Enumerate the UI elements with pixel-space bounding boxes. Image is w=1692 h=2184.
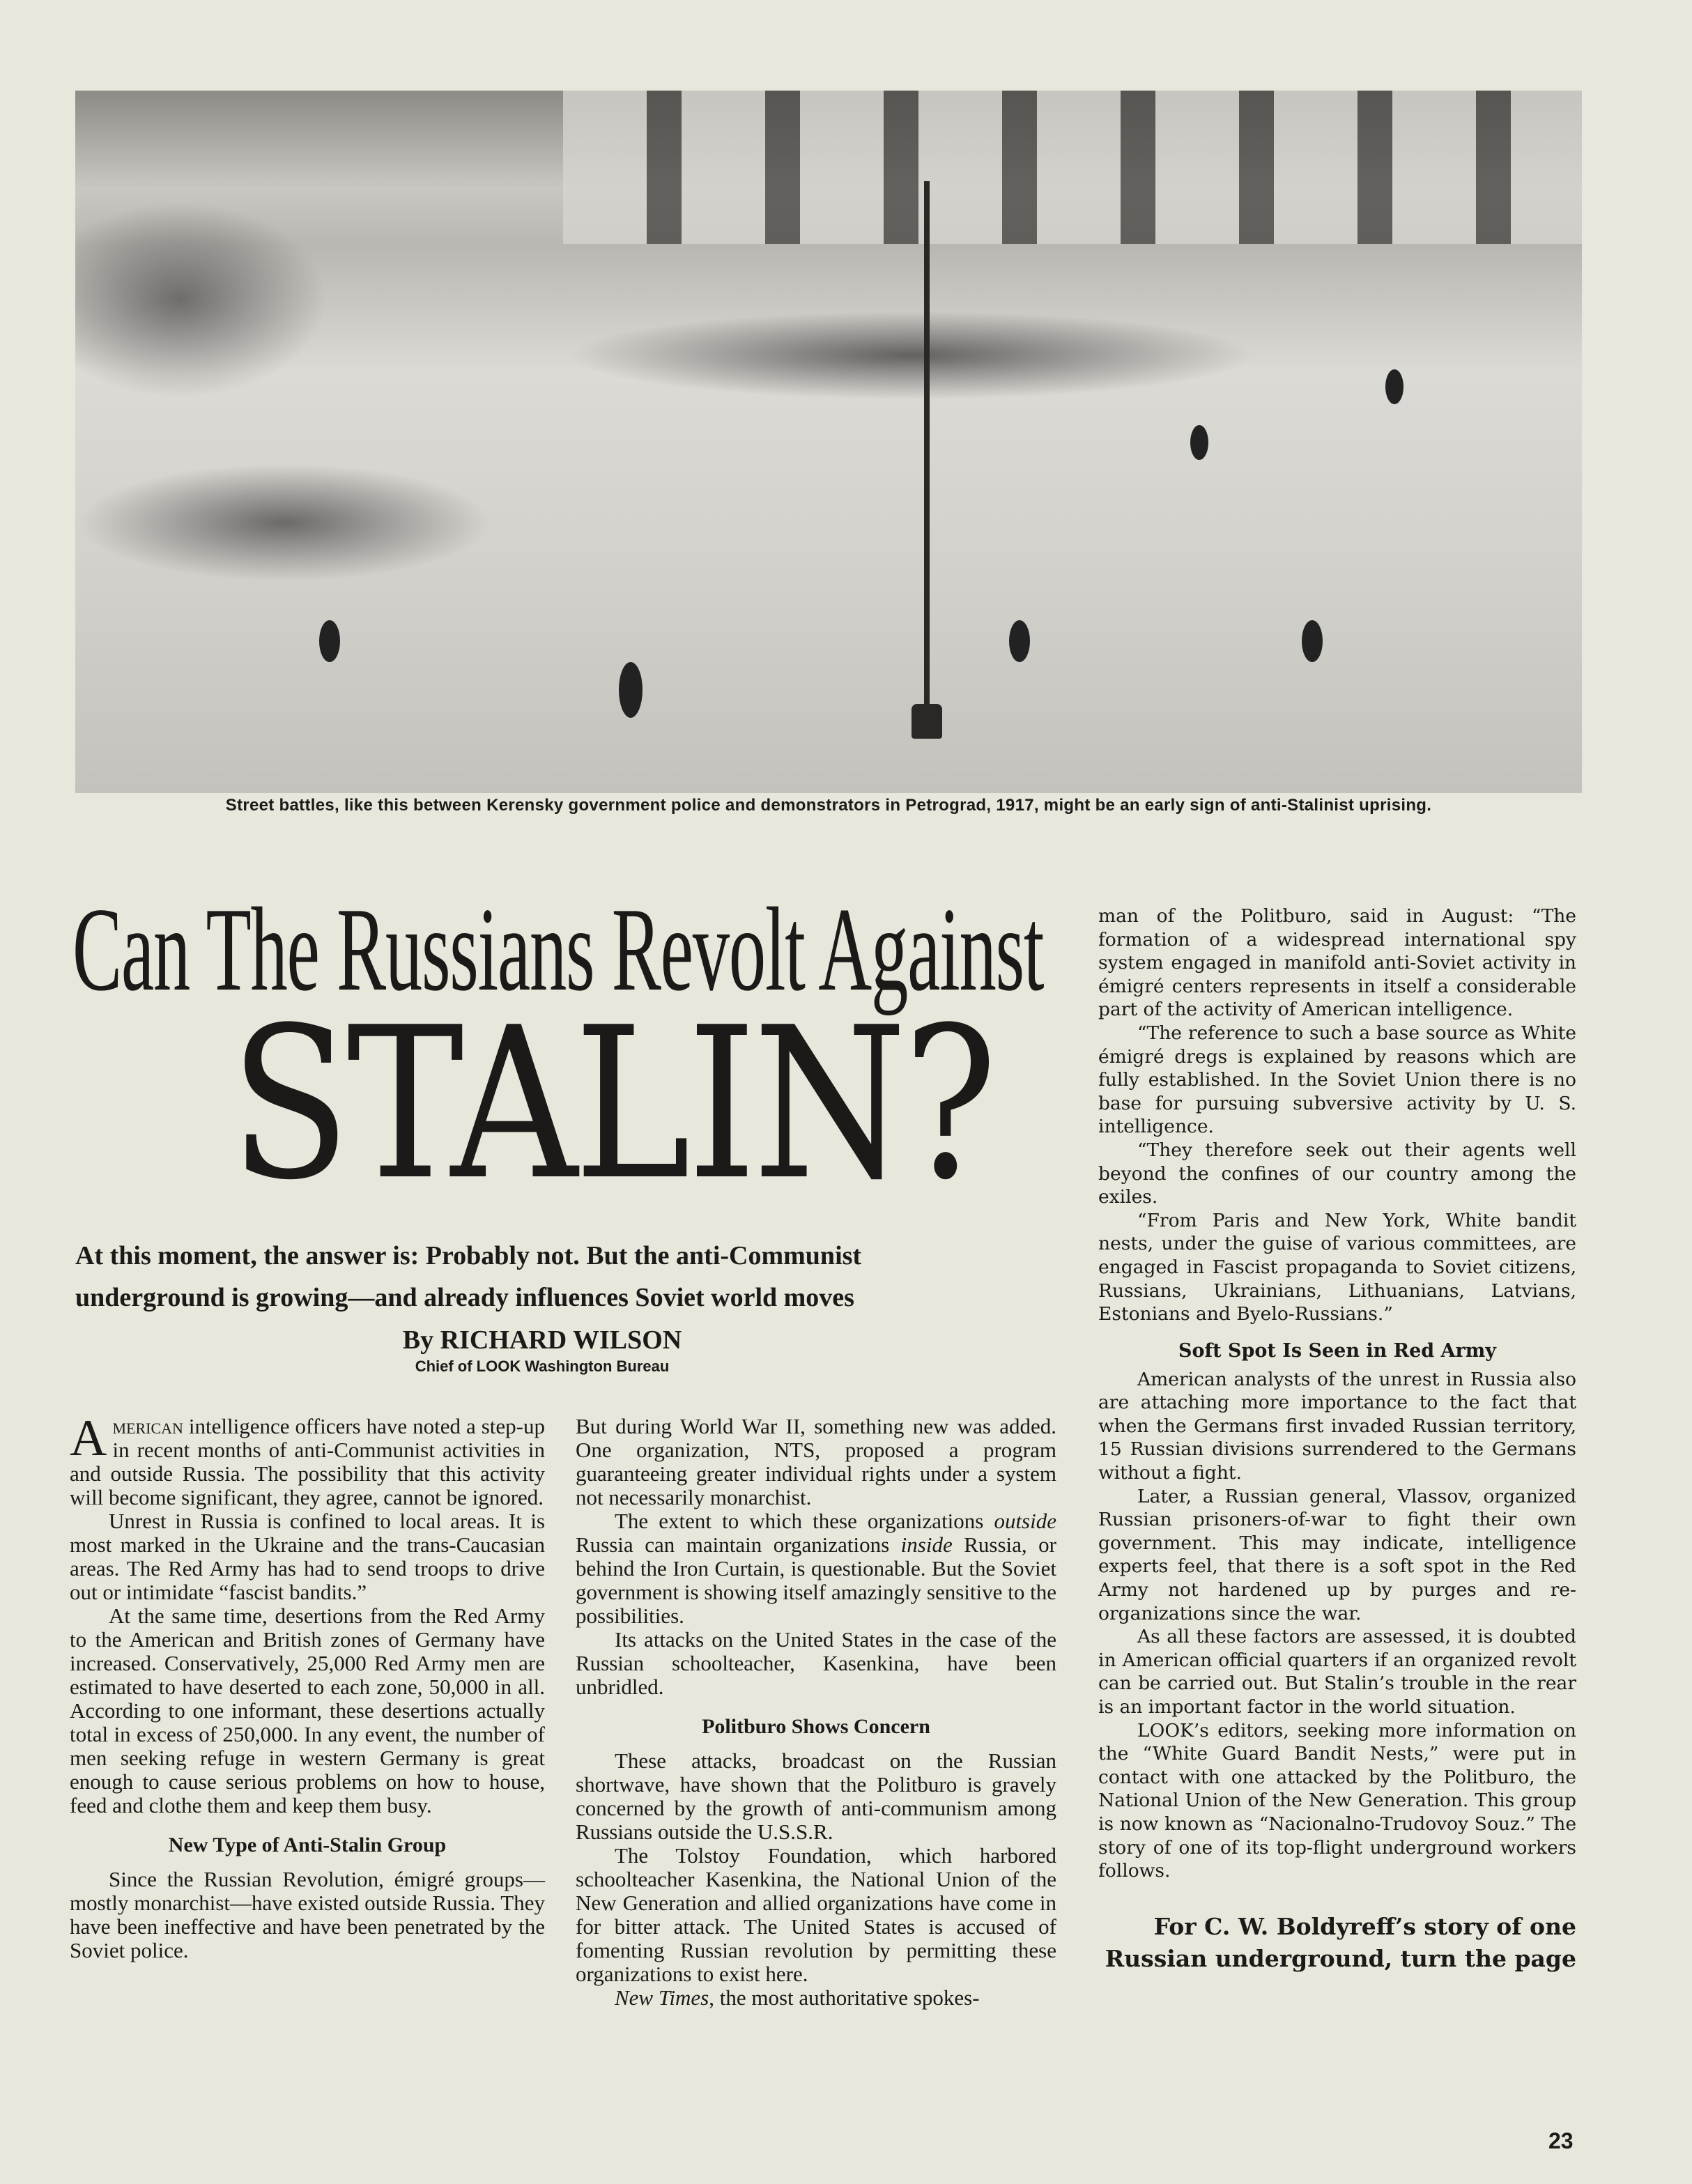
paragraph: “They therefore seek out their agents well beyond the confines of our country among the exiles. xyxy=(1098,1139,1576,1208)
emphasis: inside xyxy=(900,1532,953,1557)
street-battle-photo xyxy=(75,91,1582,793)
continuation-line: For C. W. Boldyreff’s story of one xyxy=(1153,1912,1576,1940)
figure xyxy=(1385,369,1403,404)
paragraph: Later, a Russian general, Vlassov, organized Russian prisoners-of-war to fight their own government. This may indicate, intelligence experts feel, that there is a soft spot in the Red Army not hardened up by purges and re-organizations since the war. xyxy=(1098,1485,1576,1624)
dek: At this moment, the answer is: Probably not. But the anti-Communist underground is growing—and already influences Soviet world moves xyxy=(75,1241,862,1312)
figure xyxy=(1190,425,1208,460)
subhead: Soft Spot Is Seen in Red Army xyxy=(1178,1339,1496,1362)
paragraph: Its attacks on the United States in the case of the Russian schoolteacher, Kasenkina, have been unbridled. xyxy=(576,1627,1056,1699)
headline-line1: Can The Russians Revolt Against xyxy=(72,884,1044,1016)
building-facade xyxy=(563,91,1582,244)
paragraph: man of the Politburo, said in August: “The formation of a widespread international spy system engaged in manifold anti-Soviet activity in émigré centers represents in itself a considerable part of the activity of American intelligence. xyxy=(1098,905,1576,1021)
emphasis: outside xyxy=(994,1509,1056,1533)
continuation-line: Russian underground, turn the page xyxy=(1105,1944,1576,1972)
smallcaps-lead: merican xyxy=(112,1414,183,1438)
paragraph: American analysts of the unrest in Russia also are attaching more importance to the fact that when the Germans first invaded Russian territory, 15 Russian divisions surrendered to the Germans without a fight. xyxy=(1098,1368,1576,1484)
figure xyxy=(319,620,340,662)
figure xyxy=(1302,620,1323,662)
paragraph-text: The extent to which these organizations xyxy=(615,1509,994,1533)
paragraph-text: Russia, or behind the Iron Curtain, is questionable. But the Soviet government is showing itself amazingly sensitive to the possibilities. xyxy=(576,1532,1057,1628)
drop-cap: A xyxy=(70,1410,107,1467)
subhead: New Type of Anti-Stalin Group xyxy=(168,1833,447,1856)
paragraph-text: Russia can maintain organizations xyxy=(576,1532,901,1557)
paragraph: At the same time, desertions from the Red Army to the American and British zones of Germany have increased. Conservatively, 25,000 Red Army men are estimated to have deserted to each zone, 50,000 in all. According to one informant, these desertions actually total in excess of 250,000. In any event, the number of men seeking refuge in western Germany is great enough to cause serious problems on how to house, feed and clothe them and keep them busy. xyxy=(70,1604,545,1817)
paragraph: The Tolstoy Foundation, which harbored schoolteacher Kasenkina, the National Union of the New Generation and allied organizations have come in for bitter attack. The United States is accused of fomenting Russian revolution by permitting these organizations to exist here. xyxy=(576,1843,1056,1986)
figure xyxy=(619,662,643,718)
photo-caption: Street battles, like this between Kerensky government police and demonstrators in Petrograd, 1917, might be an early sign of anti-Stalinist uprising. xyxy=(225,796,1432,815)
column-2 xyxy=(576,1415,1056,2010)
headline-line2: STALIN? xyxy=(230,983,994,1226)
continuation-note xyxy=(1098,1911,1576,1975)
column-1 xyxy=(70,1410,545,1962)
publication-name: New Times xyxy=(615,1985,709,2010)
byline xyxy=(75,1324,1009,1377)
paragraph: As all these factors are assessed, it is doubted in American official quarters if an organized revolt can be carried out. But Stalin’s trouble in the rear is an important factor in the world situation. xyxy=(1098,1626,1576,1718)
author-role: Chief of LOOK Washington Bureau xyxy=(415,1358,670,1375)
paragraph: But during World War II, something new was added. One organization, NTS, proposed a program guaranteeing greater individual rights under a system not necessarily monarchist. xyxy=(576,1414,1056,1509)
author-name: By RICHARD WILSON xyxy=(402,1325,682,1355)
figure xyxy=(1009,620,1030,662)
paragraph: LOOK’s editors, seeking more information on the “White Guard Bandit Nests,” were put in contact with one attacked by the Politburo, the National Union of the New Generation. This group is now known as “Nacionalno-Trudovoy Souz.” The story of one of its top-flight underground workers follows. xyxy=(1098,1719,1576,1882)
lamp-post-base xyxy=(912,704,942,739)
column-3 xyxy=(1098,905,1576,1975)
paragraph xyxy=(576,1986,1056,2010)
paragraph xyxy=(576,1509,1056,1628)
page-number: 23 xyxy=(1548,2128,1574,2153)
paragraph-text: , the most authoritative spokes- xyxy=(709,1985,980,2010)
paragraph xyxy=(70,1410,545,1509)
subhead: Politburo Shows Concern xyxy=(702,1715,930,1738)
paragraph: Since the Russian Revolution, émigré groups—mostly monarchist—have existed outside Russia. They have been ineffective and have been penetrated by the Soviet police. xyxy=(70,1867,545,1962)
paragraph: Unrest in Russia is confined to local areas. It is most marked in the Ukraine and the trans-Caucasian areas. The Red Army has had to send troops to drive out or intimidate “fascist bandits.” xyxy=(70,1509,545,1604)
paragraph: “The reference to such a base source as White émigré dregs is explained by reasons which are fully established. In the Soviet Union there is no base for pursuing subversive activity by U. S. intelligence. xyxy=(1098,1022,1576,1138)
paragraph: These attacks, broadcast on the Russian shortwave, have shown that the Politburo is gravely concerned by the growth of anti-communism among Russians outside the U.S.S.R. xyxy=(576,1748,1056,1844)
paragraph: “From Paris and New York, White bandit nests, under the guise of various committees, are engaged in Fascist propaganda to Soviet citizens, Russians, Ukrainians, Lithuanians, Latvians, Estonians and Byelo-Russians.” xyxy=(1098,1209,1576,1325)
paragraph-text: intelligence officers have noted a step-up in recent months of anti-Communist activities in and outside Russia. The possibility that this activity will become significant, they agree, cannot be ignored. xyxy=(70,1414,545,1509)
lamp-post xyxy=(924,181,930,739)
